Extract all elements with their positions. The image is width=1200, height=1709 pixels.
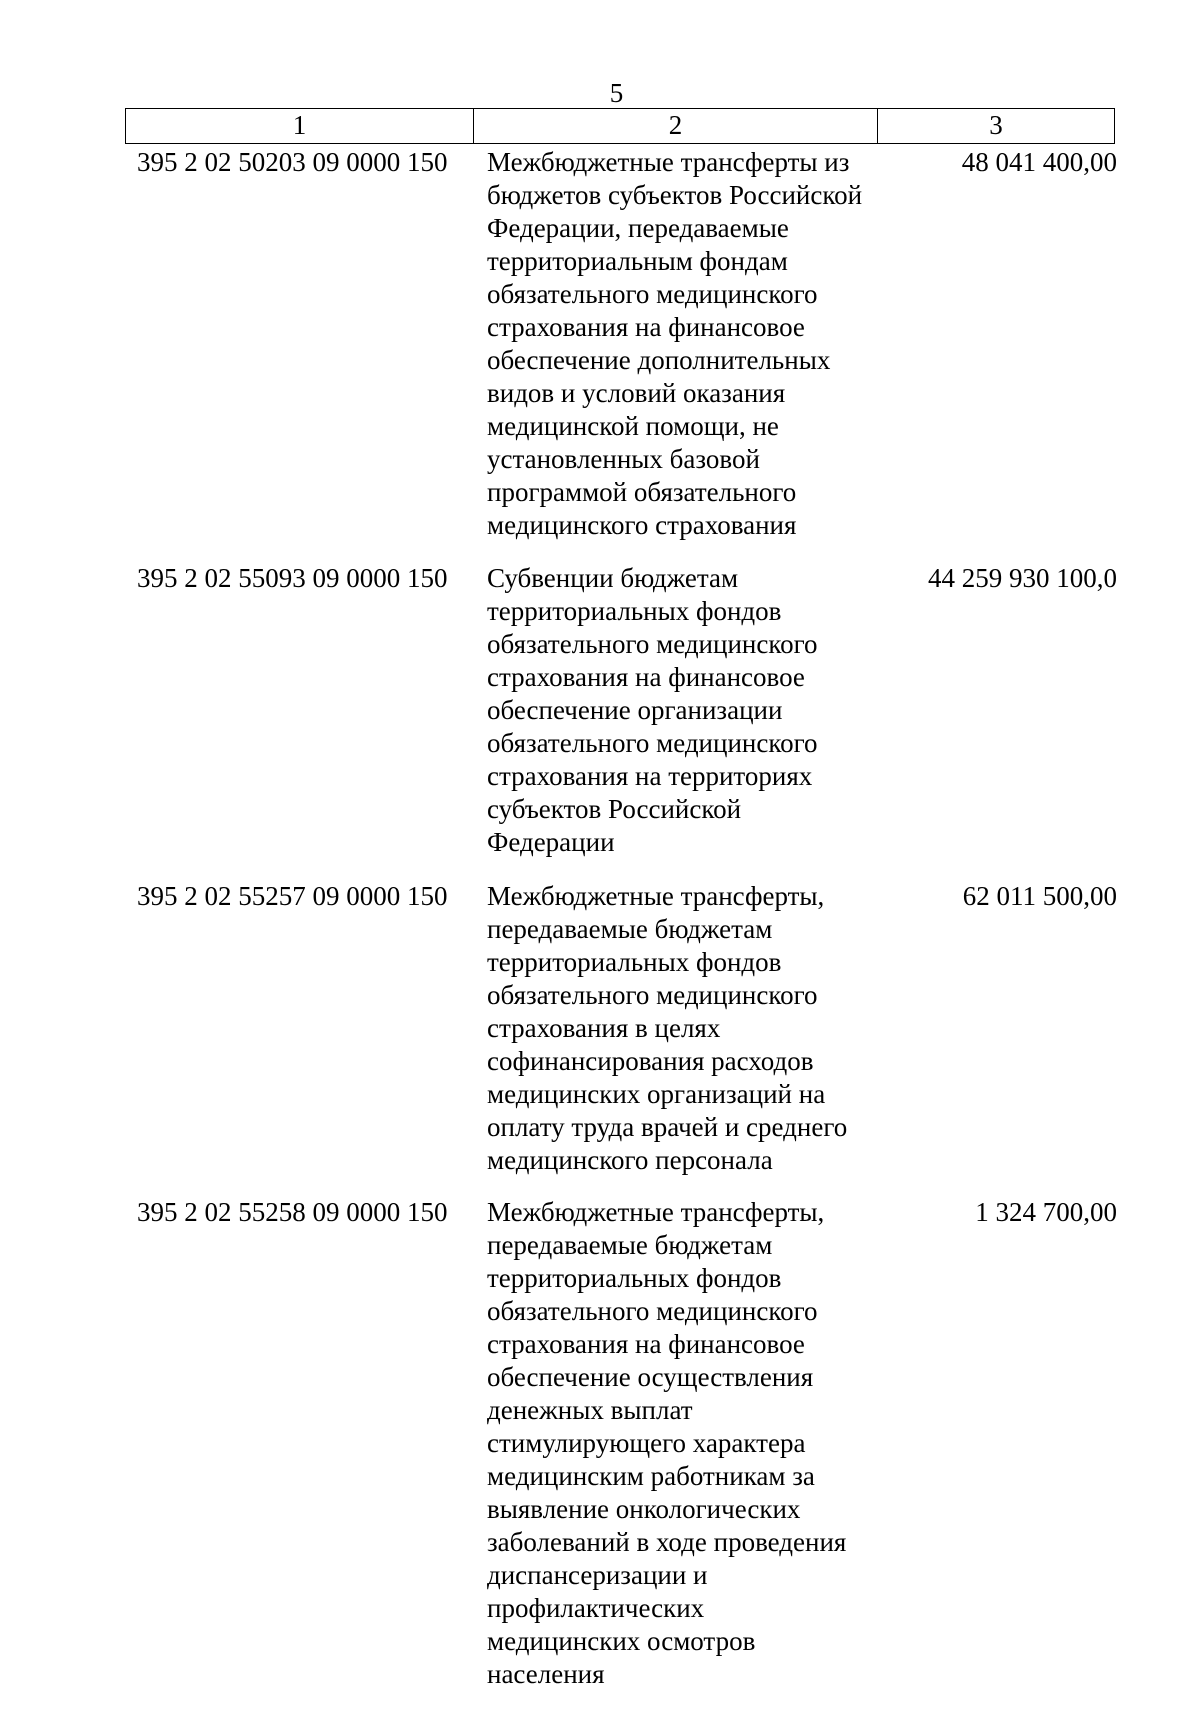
table-header [125,108,1115,144]
description-line: бюджетов субъектов Российской [487,180,863,210]
description-line: диспансеризации и [487,1560,708,1590]
description-line: Субвенции бюджетам [487,563,739,593]
amount-value: 48 041 400,00 [961,147,1117,177]
description-line: оплату труда врачей и среднего [487,1112,848,1142]
description-line: медицинским работникам за [487,1461,815,1491]
header-col-1: 1 [126,109,474,143]
description-line: медицинских организаций на [487,1079,826,1109]
description-line: видов и условий оказания [487,378,786,408]
row-description [487,562,887,859]
page-number: 5 [609,78,624,108]
description-line: Межбюджетные трансферты, [487,881,825,911]
amount-value: 1 324 700,00 [975,1197,1117,1227]
description-line: территориальных фондов [487,596,782,626]
description-line: заболеваний в ходе проведения [487,1527,847,1557]
description-line: страхования на финансовое [487,312,805,342]
description-line: профилактических [487,1593,705,1623]
budget-code: 395 2 02 55257 09 0000 150 [137,881,448,911]
description-line: территориальных фондов [487,947,782,977]
row-description [487,880,887,1177]
description-line: обязательного медицинского [487,980,818,1010]
amount-value: 44 259 930 100,0 [928,563,1117,593]
description-line: обязательного медицинского [487,629,818,659]
description-line: территориальных фондов [487,1263,782,1293]
description-line: выявление онкологических [487,1494,801,1524]
description-line: обеспечение дополнительных [487,345,831,375]
description-line: программой обязательного [487,477,797,507]
description-line: страхования на территориях [487,761,813,791]
header-col-3: 3 [989,110,1003,140]
description-line: страхования на финансовое [487,1329,805,1359]
description-line: Федерации, передаваемые [487,213,789,243]
header-col-2: 2 [474,109,878,143]
description-line: Межбюджетные трансферты, [487,1197,825,1227]
description-line: установленных базовой [487,444,760,474]
description-line: передаваемые бюджетам [487,914,773,944]
budget-code: 395 2 02 55258 09 0000 150 [137,1197,448,1227]
description-line: обязательного медицинского [487,279,818,309]
description-line: обеспечение осуществления [487,1362,814,1392]
description-line: медицинских осмотров [487,1626,756,1656]
amount-value: 62 011 500,00 [962,881,1117,911]
description-line: страхования на финансовое [487,662,805,692]
description-line: Межбюджетные трансферты из [487,147,850,177]
description-line: обязательного медицинского [487,728,818,758]
description-line: обеспечение организации [487,695,783,725]
row-description [487,1196,887,1691]
budget-code: 395 2 02 50203 09 0000 150 [137,147,448,177]
description-line: медицинской помощи, не [487,411,779,441]
description-line: Федерации [487,827,615,857]
description-line: денежных выплат [487,1395,693,1425]
description-line: стимулирующего характера [487,1428,806,1458]
description-line: передаваемые бюджетам [487,1230,773,1260]
budget-code: 395 2 02 55093 09 0000 150 [137,563,448,593]
description-line: территориальным фондам [487,246,788,276]
description-line: населения [487,1659,605,1689]
row-description [487,146,887,542]
description-line: медицинского персонала [487,1145,773,1175]
description-line: обязательного медицинского [487,1296,818,1326]
description-line: софинансирования расходов [487,1046,814,1076]
description-line: медицинского страхования [487,510,797,540]
description-line: субъектов Российской [487,794,742,824]
description-line: страхования в целях [487,1013,721,1043]
